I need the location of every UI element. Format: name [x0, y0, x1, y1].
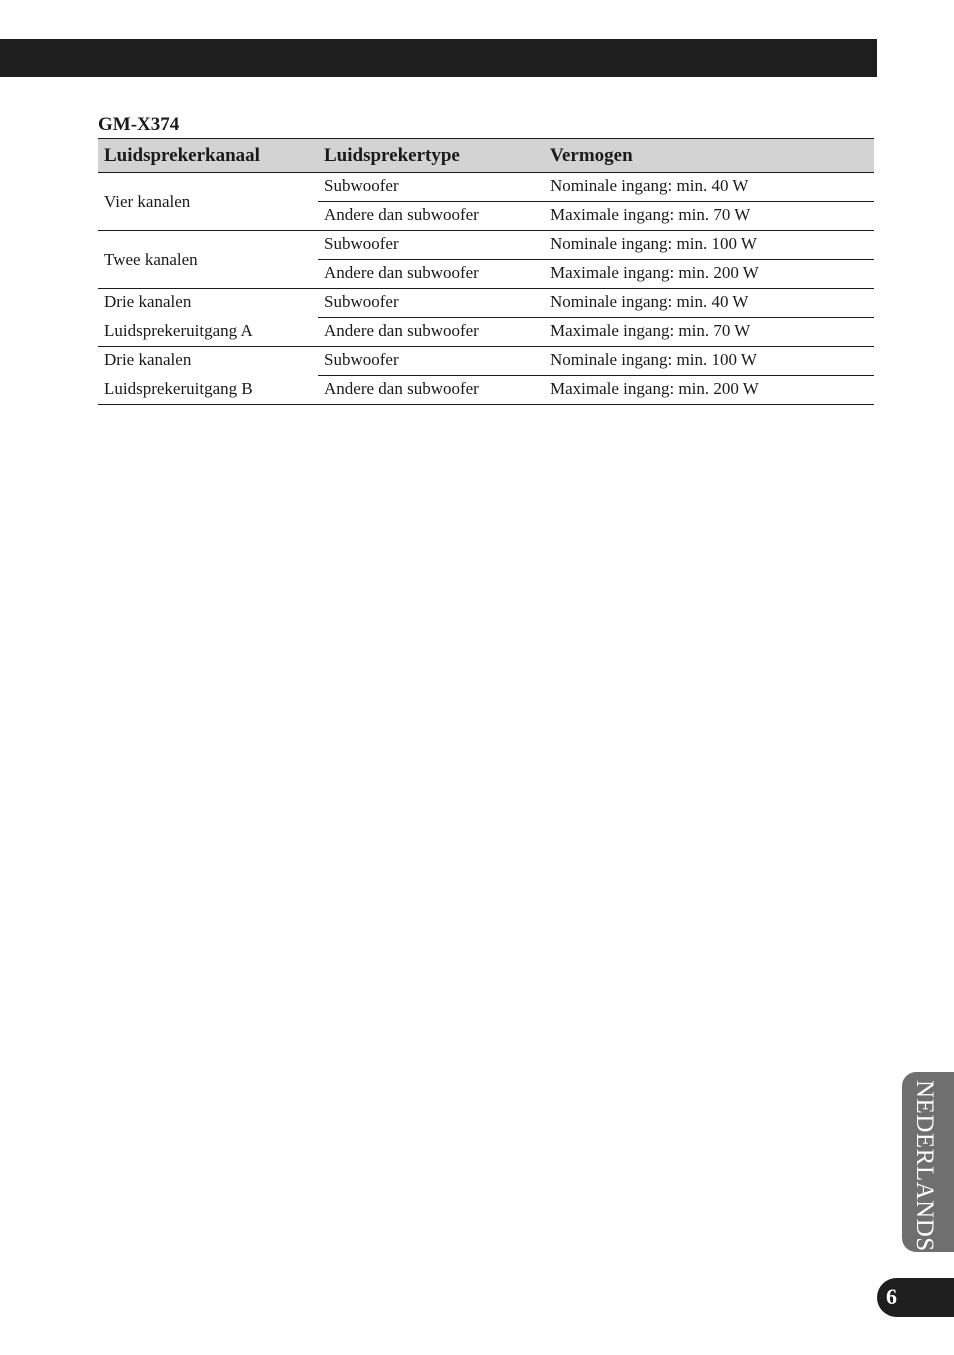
type-cell: Andere dan subwoofer — [318, 202, 544, 231]
power-cell: Maximale ingang: min. 70 W — [544, 202, 874, 231]
power-cell: Nominale ingang: min. 40 W — [544, 173, 874, 202]
language-tab — [902, 1072, 954, 1252]
power-cell: Nominale ingang: min. 100 W — [544, 231, 874, 260]
type-cell: Subwoofer — [318, 173, 544, 202]
table-row — [98, 347, 874, 376]
channel-cell: Luidsprekeruitgang A — [98, 318, 318, 347]
page-number: 6 — [886, 1284, 897, 1309]
type-cell: Subwoofer — [318, 231, 544, 260]
column-header-type: Luidsprekertype — [318, 139, 544, 173]
column-header-channel: Luidsprekerkanaal — [98, 139, 318, 173]
channel-cell: Luidsprekeruitgang B — [98, 376, 318, 405]
power-cell: Maximale ingang: min. 70 W — [544, 318, 874, 347]
column-header-power: Vermogen — [544, 139, 874, 173]
channel-cell: Drie kanalen — [104, 292, 192, 311]
page-number-tab — [877, 1278, 954, 1317]
speaker-spec-table — [98, 138, 874, 405]
header-bar — [0, 39, 877, 77]
power-cell: Maximale ingang: min. 200 W — [544, 376, 874, 405]
channel-label: Vier kanalen — [104, 191, 191, 211]
table-row — [98, 318, 874, 347]
power-cell: Nominale ingang: min. 40 W — [544, 289, 874, 318]
channel-cell — [98, 173, 318, 231]
table-row — [98, 289, 874, 318]
type-cell: Subwoofer — [318, 289, 544, 318]
channel-cell — [98, 231, 318, 289]
power-cell: Nominale ingang: min. 100 W — [544, 347, 874, 376]
table-row — [98, 376, 874, 405]
type-cell: Andere dan subwoofer — [318, 376, 544, 405]
type-cell: Subwoofer — [318, 347, 544, 376]
table-row — [98, 173, 874, 202]
table-row — [98, 231, 874, 260]
channel-cell: Drie kanalen — [104, 350, 192, 369]
type-cell: Andere dan subwoofer — [318, 318, 544, 347]
model-title: GM-X374 — [98, 114, 180, 135]
type-cell: Andere dan subwoofer — [318, 260, 544, 289]
channel-label: Twee kanalen — [104, 249, 198, 269]
table-header-row — [98, 139, 874, 173]
power-cell: Maximale ingang: min. 200 W — [544, 260, 874, 289]
language-tab-label: NEDERLANDS — [911, 1080, 938, 1252]
